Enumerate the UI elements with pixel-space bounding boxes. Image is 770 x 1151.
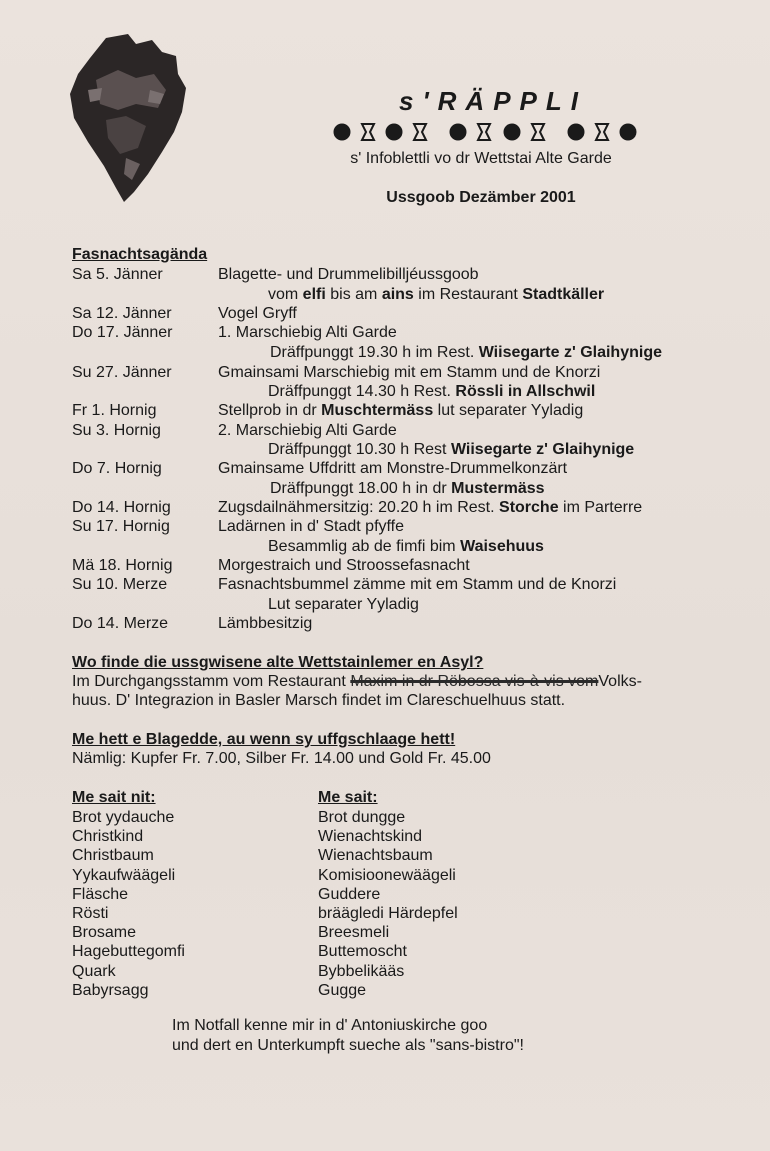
- list-item: Christkind: [72, 828, 144, 846]
- agenda-line: 1. Marschiebig Alti Garde: [218, 324, 397, 341]
- list-item: Buttemoscht: [318, 943, 407, 961]
- blagedde-prices: Nämlig: Kupfer Fr. 7.00, Silber Fr. 14.00 und Gold Fr. 45.00: [72, 750, 491, 767]
- agenda-line: Zugsdailnähmersitzig: 20.20 h im Rest. Storche im Parterre: [218, 499, 643, 516]
- agenda-date: Do 14. Hornig: [72, 499, 171, 516]
- left-word-list: [72, 808, 185, 1000]
- list-item: Yykaufwäägeli: [72, 866, 176, 884]
- list-item: Brot dungge: [318, 809, 406, 826]
- agenda-line: Dräffpunggt 10.30 h Rest Wiisegarte z' Glaihynige: [268, 441, 635, 458]
- asyl-text-line-2: huus. D' Integrazion in Basler Marsch findet im Clareschuelhuus statt.: [72, 692, 566, 709]
- blagedde-heading: Me hett e Blagedde, au wenn sy uffgschlaage hett!: [72, 731, 456, 748]
- agenda-date: Mä 18. Hornig: [72, 557, 173, 574]
- agenda-line: Stellprob in dr Muschtermäss lut separater Yyladig: [218, 402, 584, 419]
- edition-date: Ussgoob Dezämber 2001: [386, 189, 576, 206]
- newsletter-title: s'RÄPPLI: [399, 86, 587, 116]
- agenda-line: Lämbbesitzig: [218, 615, 313, 632]
- list-item: Brosame: [72, 924, 137, 942]
- left-column-heading: Me sait nit:: [72, 789, 156, 806]
- list-item: Fläsche: [72, 885, 129, 903]
- agenda-line: Besammlig ab de fimfi bim Waisehuus: [268, 538, 544, 555]
- list-item: Rösti: [72, 904, 109, 922]
- right-column-heading: Me sait:: [318, 789, 378, 806]
- list-item: Hagebuttegomfi: [72, 943, 185, 961]
- list-item: Wienachtsbaum: [318, 847, 433, 865]
- harlequin-mask-logo-icon: [66, 30, 190, 206]
- agenda-line: Blagette- und Drummelibilljéussgoob: [218, 266, 479, 283]
- list-item: Brot yydauche: [72, 809, 175, 826]
- agenda-line: Dräffpunggt 14.30 h Rest. Rössli in Allschwil: [268, 383, 596, 400]
- agenda-line: Ladärnen in d' Stadt pfyffe: [218, 518, 405, 535]
- agenda-date: Do 17. Jänner: [72, 324, 173, 341]
- agenda-line: Lut separater Yyladig: [268, 596, 419, 613]
- agenda-heading: Fasnachtsagända: [72, 246, 208, 263]
- list-item: Komisioonewäägeli: [318, 866, 456, 884]
- list-item: bräägledi Härdepfel: [318, 904, 458, 922]
- struck-text: Maxim in dr Röbossa vis-à-vis vom: [350, 673, 599, 690]
- agenda-date: Do 7. Hornig: [72, 460, 162, 477]
- agenda-line: Gmainsami Marschiebig mit em Stamm und de Knorzi: [218, 364, 601, 381]
- asyl-heading: Wo finde die ussgwisene alte Wettstainlemer en Asyl?: [72, 654, 484, 671]
- circle-star-ornament-icon: [332, 121, 638, 143]
- agenda-line: Dräffpunggt 18.00 h in dr Mustermäss: [270, 480, 545, 497]
- agenda-date: Sa 12. Jänner: [72, 305, 172, 322]
- agenda-line: Fasnachtsbummel zämme mit em Stamm und de Knorzi: [218, 576, 617, 593]
- agenda-line: Dräffpunggt 19.30 h im Rest. Wiisegarte z' Glaihynige: [270, 344, 662, 361]
- agenda-line: 2. Marschiebig Alti Garde: [218, 422, 397, 439]
- agenda-line: Gmainsame Uffdritt am Monstre-Drummelkonzärt: [218, 460, 568, 477]
- closing-line-1: Im Notfall kenne mir in d' Antoniuskirche goo: [172, 1017, 488, 1034]
- agenda-line: Vogel Gryff: [218, 305, 297, 322]
- list-item: Bybbelikääs: [318, 962, 405, 980]
- agenda-date: Su 17. Hornig: [72, 518, 170, 535]
- list-item: Gugge: [318, 981, 367, 999]
- agenda-date: Do 14. Merze: [72, 615, 169, 632]
- agenda-date: Su 27. Jänner: [72, 364, 172, 381]
- closing-line-2: und dert en Unterkumpft sueche als "sans-bistro"!: [172, 1037, 524, 1054]
- agenda-date: Su 3. Hornig: [72, 422, 161, 439]
- agenda-line: vom elfi bis am ains im Restaurant Stadtkäller: [268, 286, 605, 303]
- agenda-line: Morgestraich und Stroossefasnacht: [218, 557, 470, 574]
- asyl-text-end: Volks-: [598, 673, 642, 690]
- list-item: Quark: [72, 962, 116, 980]
- list-item: Wienachtskind: [318, 828, 423, 846]
- right-word-list: [318, 808, 458, 1000]
- newsletter-subtitle: s' Infoblettli vo dr Wettstai Alte Garde: [350, 150, 612, 167]
- list-item: Christbaum: [72, 847, 154, 865]
- list-item: Breesmeli: [318, 924, 390, 942]
- asyl-text-start: Im Durchgangsstamm vom Restaurant: [72, 673, 346, 690]
- agenda-date: Fr 1. Hornig: [72, 402, 157, 419]
- agenda-date: Sa 5. Jänner: [72, 266, 163, 283]
- asyl-text-line: [72, 673, 642, 691]
- list-item: Guddere: [318, 885, 381, 903]
- agenda-date: Su 10. Merze: [72, 576, 168, 593]
- list-item: Babyrsagg: [72, 981, 149, 999]
